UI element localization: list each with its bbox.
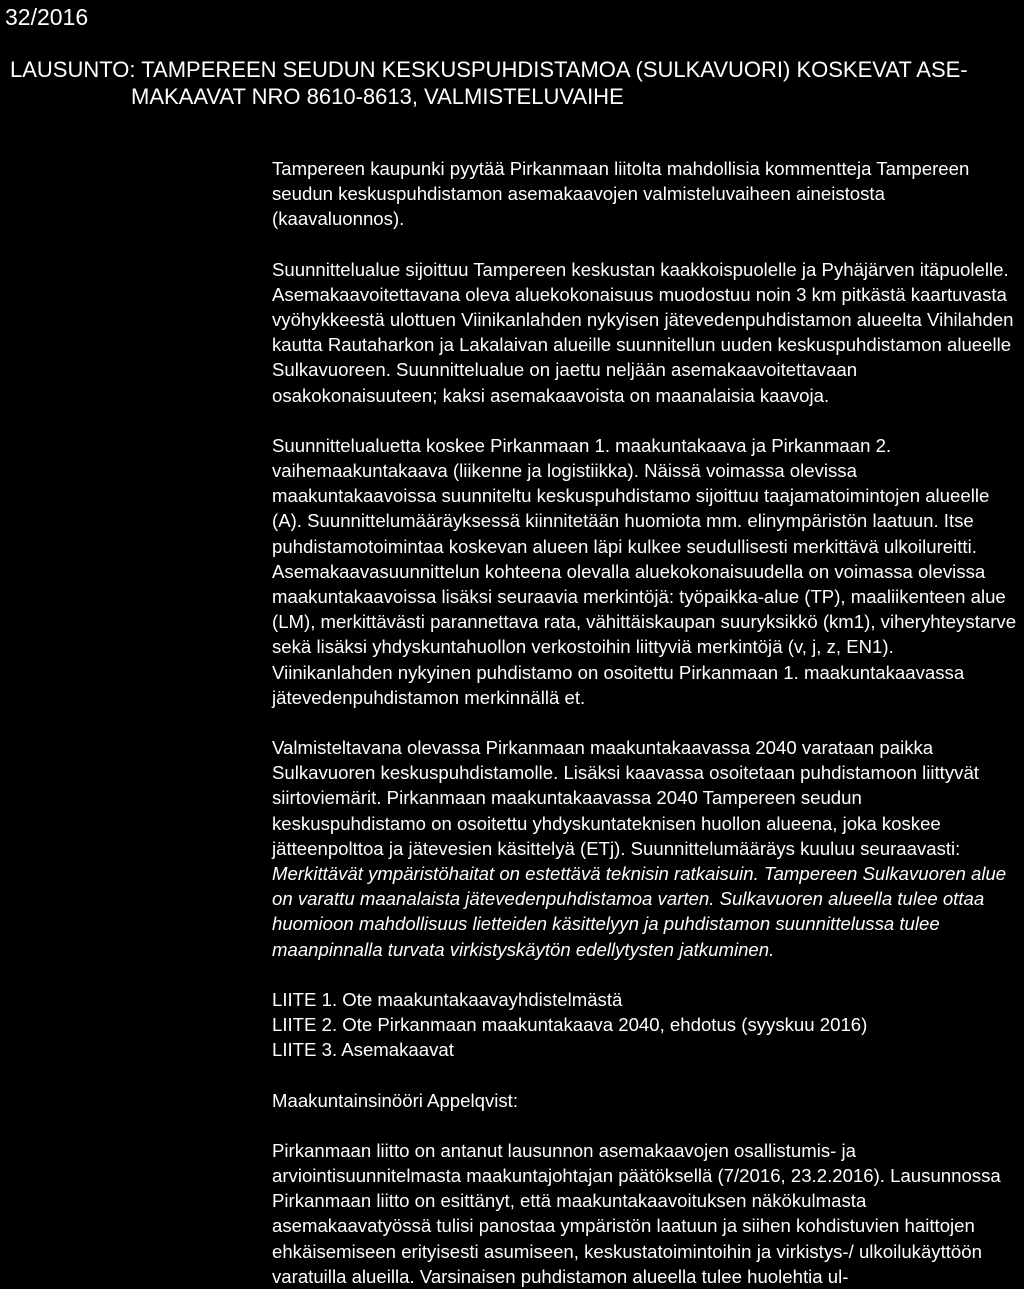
- document-title: [10, 56, 1010, 110]
- paragraph-request: Tampereen kaupunki pyytää Pirkanmaan liitolta mahdollisia kommentteja Tampereen seudun keskuspuhdistamon asemakaavojen valmisteluvaiheen aineistosta (kaavaluonnos).: [272, 158, 970, 230]
- paragraph-planning-area: Suunnittelualue sijoittuu Tampereen keskustan kaakkoispuolelle ja Pyhäjärven itäpuolelle. Asemakaavoitettavana oleva aluekokonaisuus muodostuu noin 3 km pitkästä kaartuvasta vyöhykkeestä ulottuen Viinikanlahden nykyisen jätevedenpuhdistamon alueelta Vihilahden kautta Rautaharkon ja Lakalaivan alueille suunnitellun uuden keskuspuhdistamon alueelle Sulkavuoreen. Suunnittelualue on jaettu neljään asemakaavoitettavaan osakokonaisuuteen; kaksi asemakaavoista on maanalaisia kaavoja.: [272, 258, 1014, 406]
- attachments-list: [272, 987, 1017, 1063]
- page-number: 32/2016: [5, 4, 89, 30]
- paragraph-plan-2040: [272, 735, 1017, 962]
- title-line-2: MAKAAVAT NRO 8610-8613, VALMISTELUVAIHE: [131, 84, 624, 109]
- document-body: [272, 156, 1017, 1289]
- attachment-3: LIITE 3. Asemakaavat: [272, 1039, 454, 1061]
- paragraph-plan-2040-text: Valmisteltavana olevassa Pirkanmaan maakuntakaavassa 2040 varataan paikka Sulkavuoren keskuspuhdistamolle. Lisäksi kaavassa osoitetaan puhdistamoon liittyvät siirtoviemärit. Pirkanmaan maakuntakaavassa 2040 Tampereen seudun keskuspuhdistamo on osoitettu yhdyskuntateknisen huollon alueena, joka koskee jätteenpolttoa ja jätevesien käsittelyä (ETj). Suunnittelumääräys kuuluu seuraavasti:: [272, 737, 979, 859]
- attachment-1: LIITE 1. Ote maakuntakaavayhdistelmästä: [272, 988, 623, 1010]
- planning-regulation-quote: Merkittävät ympäristöhaitat on estettävä teknisin ratkaisuin. Tampereen Sulkavuoren alue on varattu maanalaista jätevedenpuhdistamoa varten. Sulkavuoren alueella tulee ottaa huomioon mahdollisuus lietteiden käsittelyyn ja puhdistamon suunnittelussa tulee maanpinnalla turvata virkistyskäytön edellytysten jatkuminen.: [272, 863, 1007, 960]
- title-line-1: LAUSUNTO: TAMPEREEN SEUDUN KESKUSPUHDISTAMOA (SULKAVUORI) KOSKEVAT ASE-: [10, 57, 968, 82]
- paragraph-regional-plans: Suunnittelualuetta koskee Pirkanmaan 1. maakuntakaava ja Pirkanmaan 2. vaihemaakuntakaava (liikenne ja logistiikka). Näissä voimassa olevissa maakuntakaavoissa suunniteltu keskuspuhdistamo sijoittuu taajamatoimintojen alueelle (A). Suunnittelumääräyksessä kiinnitetään huomiota mm. elinympäristön laatuun. Itse puhdistamotoimintaa koskevan alueen läpi kulkee seudullisesti merkittävä ulkoilureitti. Asemakaavasuunnittelun kohteena olevalla aluekokonaisuudella on voimassa olevissa maakuntakaavoissa lisäksi seuraavia merkintöjä: työpaikka-alue (TP), maaliikenteen alue (LM), merkittävästi parannettava rata, vähittäiskaupan suuryksikkö (km1), viheryhteystarve sekä lisäksi yhdyskuntahuollon verkostoihin liittyviä merkintöjä (v, j, z, EN1). Viinikanlahden nykyinen puhdistamo on osoitettu Pirkanmaan 1. maakuntakaavassa jätevedenpuhdistamon merkinnällä et.: [272, 434, 1017, 708]
- speaker-label: Maakuntainsinööri Appelqvist:: [272, 1089, 518, 1111]
- attachment-2: LIITE 2. Ote Pirkanmaan maakuntakaava 2040, ehdotus (syyskuu 2016): [272, 1014, 868, 1036]
- paragraph-statement: Pirkanmaan liitto on antanut lausunnon asemakaavojen osallistumis- ja arviointisuunnitelmasta maakuntajohtajan päätöksellä (7/2016, 23.2.2016). Lausunnossa Pirkanmaan liitto on esittänyt, että maakuntakaavoituksen näkökulmasta asemakaavatyössä tulisi panostaa ympäristön laatuun ja siihen kohdistuvien haittojen ehkäisemiseen erityisesti asumiseen, keskustatoimintoihin ja virkistys-/ ulkoilukäyttöön varatuilla alueilla. Varsinaisen puhdistamon alueella tulee huolehtia ul-: [272, 1139, 1001, 1287]
